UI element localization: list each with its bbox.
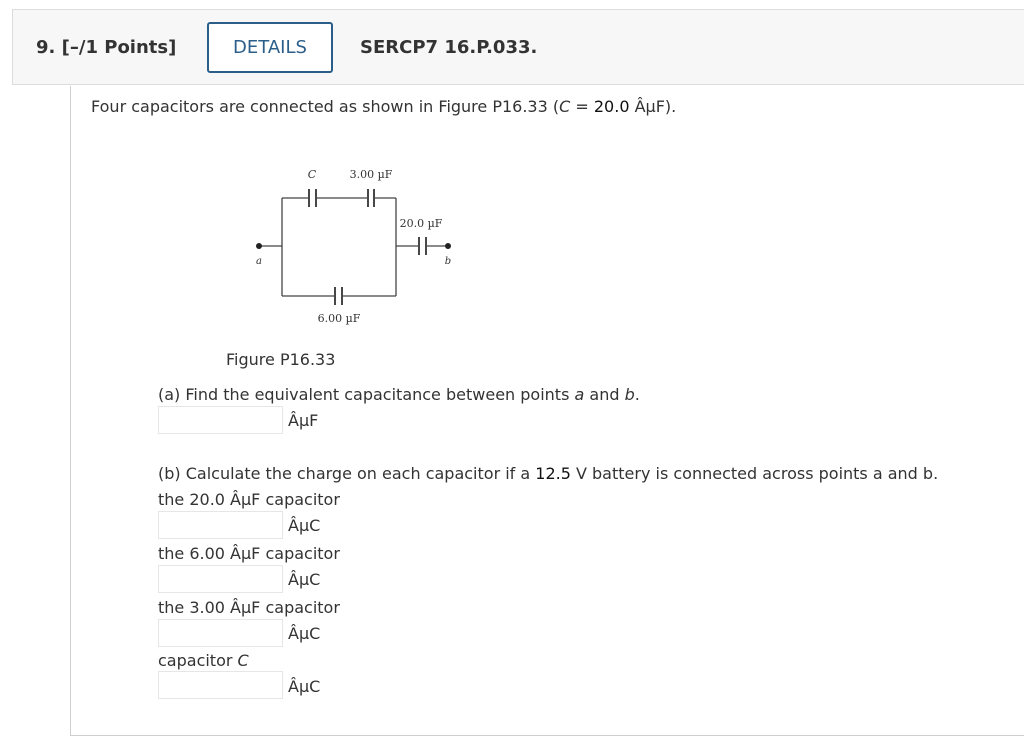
problem-code: SERCP7 16.P.033.	[360, 37, 538, 58]
label-3uf: 3.00 µF	[349, 168, 393, 181]
charge-3uf-label: the 3.00 ÂµF capacitor	[158, 598, 340, 617]
label-c: C	[307, 168, 317, 181]
equivalent-capacitance-input[interactable]	[158, 406, 283, 434]
points-label: [–/1 Points]	[61, 37, 177, 58]
label-a: a	[256, 256, 262, 267]
terminal-a	[256, 243, 262, 249]
charge-20uf-label: the 20.0 ÂµF capacitor	[158, 490, 340, 509]
charge-20uf-input[interactable]	[158, 511, 283, 539]
figure-caption: Figure P16.33	[226, 350, 336, 369]
charge-3uf-input[interactable]	[158, 619, 283, 647]
charge-c-input[interactable]	[158, 671, 283, 699]
label-b: b	[444, 256, 452, 267]
question-header	[12, 9, 1024, 85]
problem-intro: Four capacitors are connected as shown in Figure P16.33 (C = 20.0 ÂµF).	[91, 97, 677, 116]
details-button[interactable]: DETAILS	[207, 22, 333, 73]
capacitor-6uf	[335, 287, 342, 305]
capacitor-3uf	[368, 189, 374, 207]
part-b-prompt: (b) Calculate the charge on each capacitor if a 12.5 V battery is connected across points a and b.	[158, 464, 939, 483]
unit-label: ÂµC	[288, 624, 321, 643]
unit-label: ÂµF	[288, 411, 319, 430]
terminal-b	[445, 243, 451, 249]
question-number: 9. [–/1 Points]	[36, 37, 177, 58]
unit-label: ÂµC	[288, 516, 321, 535]
circuit-figure	[251, 160, 471, 330]
question-content	[70, 86, 1024, 736]
label-6uf: 6.00 µF	[317, 312, 361, 325]
unit-label: ÂµC	[288, 570, 321, 589]
part-a-prompt: (a) Find the equivalent capacitance between points a and b.	[158, 385, 640, 404]
label-20uf: 20.0 µF	[399, 217, 443, 230]
unit-label: ÂµC	[288, 677, 321, 696]
capacitor-c	[309, 189, 316, 207]
charge-6uf-label: the 6.00 ÂµF capacitor	[158, 544, 340, 563]
charge-c-label: capacitor C	[158, 651, 249, 670]
charge-6uf-input[interactable]	[158, 565, 283, 593]
capacitor-20uf	[419, 237, 426, 255]
